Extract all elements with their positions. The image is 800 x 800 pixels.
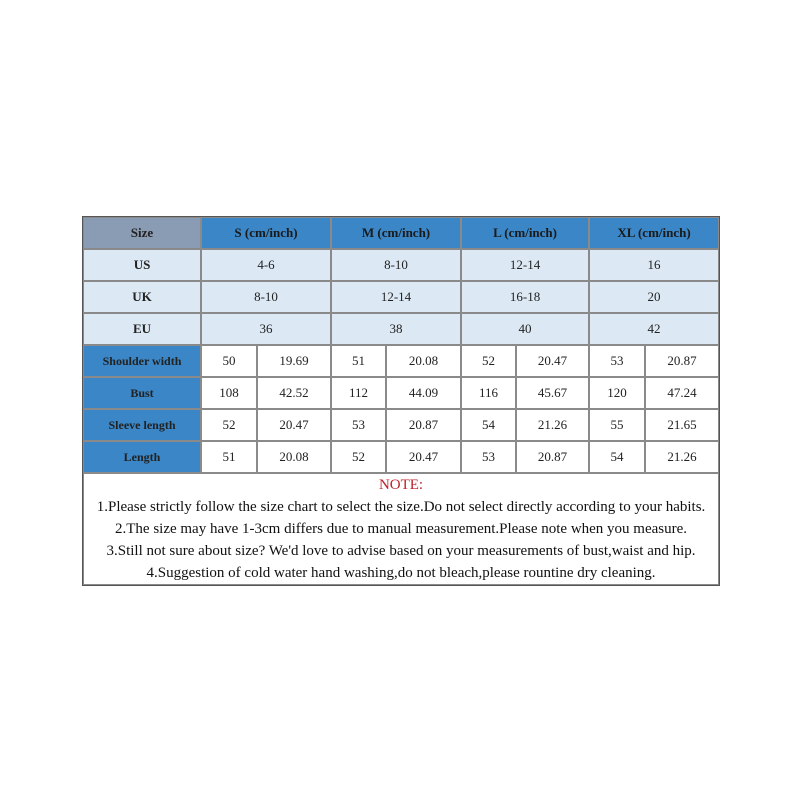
cm-value: 52	[331, 441, 386, 473]
table-row	[83, 377, 719, 409]
note-line: 3.Still not sure about size? We'd love to advise based on your measurements of bust,waist and hip.	[106, 543, 696, 559]
table-row	[83, 409, 719, 441]
size-value: 20	[589, 281, 719, 313]
size-chart-table	[82, 216, 720, 586]
cm-value: 53	[461, 441, 516, 473]
cm-value: 51	[201, 441, 257, 473]
inch-value: 47.24	[645, 377, 719, 409]
inch-value: 20.87	[386, 409, 461, 441]
row-label: Bust	[83, 377, 201, 409]
table-row	[83, 281, 719, 313]
size-value: 16-18	[461, 281, 589, 313]
cm-value: 54	[589, 441, 645, 473]
inch-value: 21.65	[645, 409, 719, 441]
cm-value: 53	[589, 345, 645, 377]
header-l: L (cm/inch)	[461, 217, 589, 249]
cm-value: 120	[589, 377, 645, 409]
row-label: EU	[83, 313, 201, 345]
inch-value: 19.69	[257, 345, 331, 377]
size-value: 36	[201, 313, 331, 345]
cm-value: 52	[461, 345, 516, 377]
inch-value: 21.26	[516, 409, 589, 441]
size-value: 12-14	[331, 281, 461, 313]
cm-value: 116	[461, 377, 516, 409]
cm-value: 108	[201, 377, 257, 409]
header-row	[83, 217, 719, 249]
size-value: 8-10	[201, 281, 331, 313]
size-value: 12-14	[461, 249, 589, 281]
inch-value: 20.87	[516, 441, 589, 473]
table-row	[83, 249, 719, 281]
size-header: Size	[83, 217, 201, 249]
inch-value: 21.26	[645, 441, 719, 473]
header-m: M (cm/inch)	[331, 217, 461, 249]
inch-value: 20.47	[386, 441, 461, 473]
cm-value: 55	[589, 409, 645, 441]
inch-value: 20.47	[257, 409, 331, 441]
cm-value: 51	[331, 345, 386, 377]
row-label: UK	[83, 281, 201, 313]
size-value: 4-6	[201, 249, 331, 281]
inch-value: 45.67	[516, 377, 589, 409]
header-s: S (cm/inch)	[201, 217, 331, 249]
note-title: NOTE:	[378, 477, 424, 493]
inch-value: 20.08	[386, 345, 461, 377]
table-row	[83, 441, 719, 473]
inch-value: 20.08	[257, 441, 331, 473]
note-line: 4.Suggestion of cold water hand washing,do not bleach,please rountine dry cleaning.	[146, 565, 656, 581]
cm-value: 52	[201, 409, 257, 441]
note-row	[83, 473, 719, 585]
size-value: 42	[589, 313, 719, 345]
table-row	[83, 345, 719, 377]
table-row	[83, 313, 719, 345]
size-value: 40	[461, 313, 589, 345]
size-value: 8-10	[331, 249, 461, 281]
row-label: Sleeve length	[83, 409, 201, 441]
row-label: Shoulder width	[83, 345, 201, 377]
note-cell	[83, 473, 719, 585]
header-xl: XL (cm/inch)	[589, 217, 719, 249]
size-value: 38	[331, 313, 461, 345]
inch-value: 44.09	[386, 377, 461, 409]
note-line: 1.Please strictly follow the size chart to select the size.Do not select directly according to your habits.	[96, 499, 706, 515]
size-value: 16	[589, 249, 719, 281]
cm-value: 54	[461, 409, 516, 441]
cm-value: 53	[331, 409, 386, 441]
note-line: 2.The size may have 1-3cm differs due to manual measurement.Please note when you measure.	[115, 521, 688, 537]
inch-value: 20.47	[516, 345, 589, 377]
cm-value: 112	[331, 377, 386, 409]
inch-value: 42.52	[257, 377, 331, 409]
cm-value: 50	[201, 345, 257, 377]
row-label: Length	[83, 441, 201, 473]
inch-value: 20.87	[645, 345, 719, 377]
row-label: US	[83, 249, 201, 281]
